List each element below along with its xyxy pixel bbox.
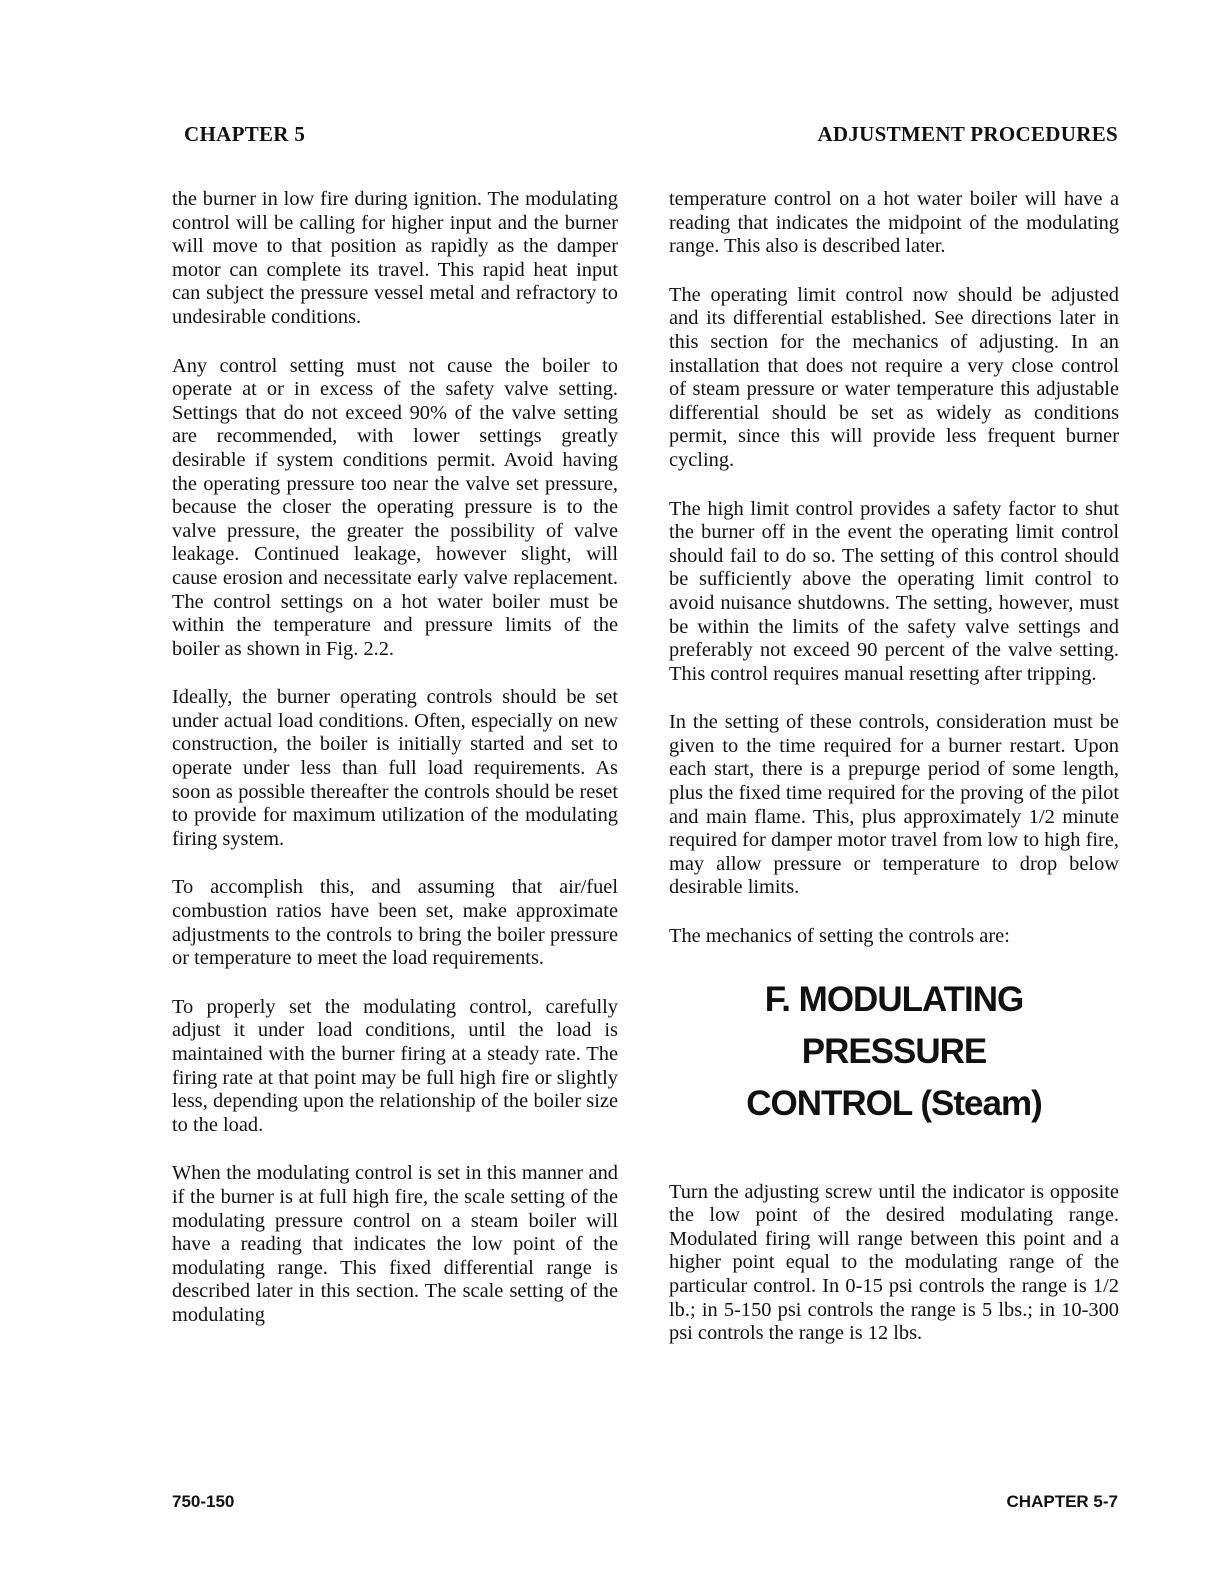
paragraph: Ideally, the burner operating controls should be set under actual load conditions. Often, especially on new construction, the boiler is initially started and set to operate under less than full load requirements. As soon as possible thereafter the controls should be reset to provide for maximum utilization of the modulating firing system. xyxy=(172,686,618,850)
paragraph: Any control setting must not cause the boiler to operate at or in excess of the safety valve setting. Settings that do not exceed 90% of the valve setting are recommended, with lower settings greatly desirable if system conditions permit. Avoid having the operating pressure too near the valve set pressure, because the closer the operating pressure is to the valve pressure, the greater the possibility of valve leakage. Continued leakage, however slight, will cause erosion and necessitate early valve replacement. The control settings on a hot water boiler must be within the temperature and pressure limits of the boiler as shown in Fig. 2.2. xyxy=(172,354,618,660)
running-head-title: ADJUSTMENT PROCEDURES xyxy=(817,122,1118,146)
paragraph: To accomplish this, and assuming that air/fuel combustion ratios have been set, make approximate adjustments to the controls to bring the boiler pressure or temperature to meet the load requirements. xyxy=(172,876,618,970)
footer-doc-number: 750-150 xyxy=(172,1492,235,1511)
footer-page-number: CHAPTER 5-7 xyxy=(1006,1492,1118,1511)
paragraph: When the modulating control is set in this manner and if the burner is at full high fire, the scale setting of the modulating pressure control on a steam boiler will have a reading that indicates the low point of the modulating range. This fixed differential range is described later in this section. The scale setting of the modulating xyxy=(172,1162,618,1326)
running-head-chapter: CHAPTER 5 xyxy=(184,122,306,146)
paragraph: In the setting of these controls, consideration must be given to the time required for a burner restart. Upon each start, there is a prepurge period of some length, plus the fixed time required for the proving of the pilot and main flame. This, plus approximately 1/2 minute required for damper motor travel from low to high fire, may allow pressure or temperature to drop below desirable limits. xyxy=(669,711,1119,899)
paragraph: The operating limit control now should be adjusted and its differential established. See directions later in this section for the mechanics of adjusting. In an installation that does not require a very close control of steam pressure or water temperature this adjustable differential should be set as widely as conditions permit, since this will provide less frequent burner cycling. xyxy=(669,283,1119,471)
section-heading-line-2: CONTROL (Steam) xyxy=(746,1083,1042,1123)
paragraph: To properly set the modulating control, carefully adjust it under load conditions, until the load is maintained with the burner firing at a steady rate. The firing rate at that point may be full high fire or slightly less, depending upon the relationship of the boiler size to the load. xyxy=(172,995,618,1136)
paragraph: The mechanics of setting the controls are: xyxy=(669,925,1010,948)
paragraph: temperature control on a hot water boiler will have a reading that indicates the midpoint of the modulating range. This also is described later. xyxy=(669,188,1119,258)
section-heading-line-1: F. MODULATING PRESSURE xyxy=(764,979,1024,1071)
paragraph: Turn the adjusting screw until the indicator is opposite the low point of the desired modulating range. Modulated firing will range between this point and a higher point equal to the modulating range of the particular control. In 0-15 psi controls the range is 1/2 lb.; in 5-150 psi controls the range is 5 lbs.; in 10-300 psi controls the range is 12 lbs. xyxy=(669,1180,1119,1345)
section-heading xyxy=(669,974,1119,1130)
paragraph: The high limit control provides a safety factor to shut the burner off in the event the operating limit control should fail to do so. The setting of this control should be sufficiently above the operating limit control to avoid nuisance shutdowns. The setting, however, must be within the limits of the safety valve settings and preferably not exceed 90 percent of the valve setting. This control requires manual resetting after tripping. xyxy=(669,497,1119,685)
paragraph: the burner in low fire during ignition. The modulating control will be calling for higher input and the burner will move to that position as rapidly as the damper motor can complete its travel. This rapid heat input can subject the pressure vessel metal and refractory to undesirable conditions. xyxy=(172,188,618,328)
right-column xyxy=(669,188,1119,1371)
left-column xyxy=(172,188,618,1353)
